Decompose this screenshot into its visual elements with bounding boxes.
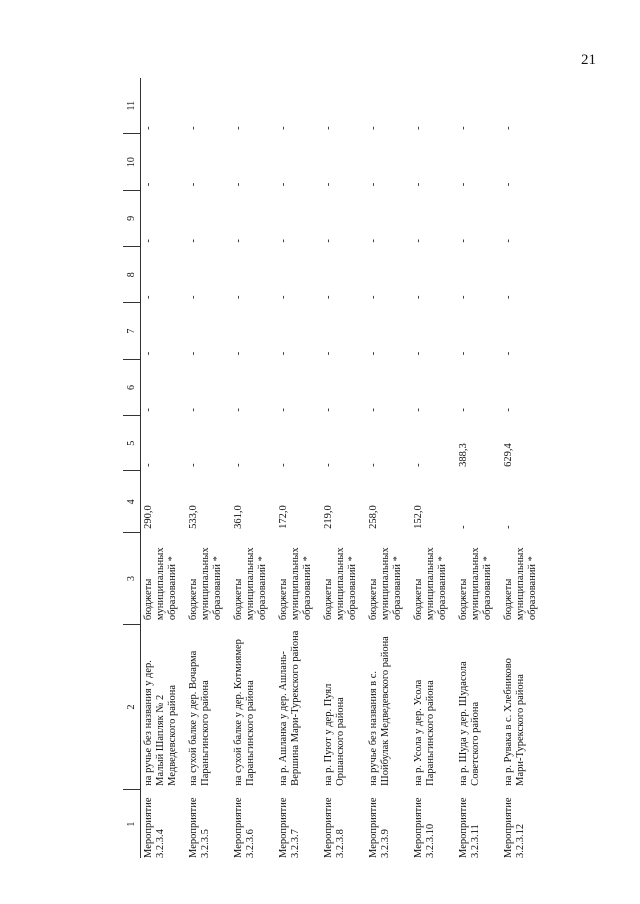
funding-source-cell: бюджеты муниципальных образований * [458,547,494,621]
event-cell: Мероприятие 3.2.3.9 [368,797,392,858]
value-cell-6: - [413,408,424,412]
funding-source-cell: бюджеты муниципальных образований * [188,547,224,621]
table-row [186,78,231,858]
value-cell-6: - [233,408,244,412]
value-cell-5: - [143,463,154,467]
value-cell-11: - [413,126,424,130]
value-cell-7: - [143,351,154,356]
col-header-7: 7 [123,303,141,359]
value-cell-5: - [188,463,199,467]
event-cell: Мероприятие 3.2.3.12 [503,797,527,858]
value-cell-10: - [458,182,469,187]
event-cell: Мероприятие 3.2.3.10 [413,797,437,858]
value-cell-11: - [143,126,154,130]
value-cell-8: - [143,295,154,299]
event-cell: Мероприятие 3.2.3.7 [278,797,302,858]
value-cell-8: - [368,295,379,299]
table-body [141,78,547,858]
col-header-10: 10 [123,134,141,190]
value-cell-5: - [413,463,424,467]
value-cell-10: - [413,182,424,187]
funding-source-cell: бюджеты муниципальных образований * [143,547,179,621]
value-cell-11: - [233,126,244,130]
col-header-2: 2 [123,624,141,790]
value-cell-11: - [368,126,379,130]
funding-source-cell: бюджеты муниципальных образований * [503,547,539,621]
funding-source-cell: бюджеты муниципальных образований * [413,547,449,621]
value-cell-5: 629,4 [503,443,514,467]
header-row [123,78,141,858]
event-cell: Мероприятие 3.2.3.6 [233,797,257,858]
value-cell-6: - [503,408,514,412]
table-row [141,78,187,858]
value-cell-10: - [143,182,154,187]
event-cell: Мероприятие 3.2.3.8 [323,797,347,858]
value-cell-4: - [503,525,514,529]
value-cell-6: - [188,408,199,412]
event-cell: Мероприятие 3.2.3.5 [188,797,212,858]
table-row [321,78,366,858]
value-cell-5: - [278,463,289,467]
funding-source-cell: бюджеты муниципальных образований * [233,547,269,621]
value-cell-6: - [323,408,334,412]
col-header-4: 4 [123,471,141,533]
value-cell-6: - [368,408,379,412]
value-cell-10: - [278,182,289,187]
object-cell: на ручье без названия у дер. Малый Шапляк № 2 Медведевского района [143,660,179,786]
value-cell-7: - [278,351,289,356]
value-cell-7: - [188,351,199,356]
value-cell-11: - [188,126,199,130]
value-cell-5: - [368,463,379,467]
rotated-table-sheet [123,78,561,858]
value-cell-4: 219,0 [323,505,334,529]
page-number: 21 [581,52,596,68]
value-cell-9: - [503,239,514,243]
object-cell: на р. Ашланка у дер. Ашлань-Вершина Мари-Турекского района [278,630,302,786]
object-cell: на ручье без названия в с. Шойбулак Медведевского района [368,636,392,786]
col-header-9: 9 [123,190,141,246]
table-row [456,78,501,858]
object-cell: на сухой балке у дер. Котмиямер Параньгинского района [233,639,257,786]
value-cell-6: - [143,408,154,412]
value-cell-7: - [458,351,469,356]
table-row [276,78,321,858]
value-cell-10: - [503,182,514,187]
value-cell-5: 388,3 [458,443,469,467]
value-cell-9: - [278,239,289,243]
col-header-3: 3 [123,533,141,624]
col-header-11: 11 [123,78,141,134]
value-cell-8: - [233,295,244,299]
value-cell-10: - [188,182,199,187]
value-cell-11: - [458,126,469,130]
value-cell-9: - [323,239,334,243]
object-cell: на р. Рувака в с. Хлебниково Мари-Турекского района [503,658,527,786]
value-cell-4: 533,0 [188,505,199,529]
value-cell-4: 290,0 [143,505,154,529]
value-cell-5: - [323,463,334,467]
value-cell-8: - [188,295,199,299]
value-cell-9: - [458,239,469,243]
value-cell-10: - [233,182,244,187]
object-cell: на р. Пуют у дер. Пуял Оршанского района [323,683,347,786]
object-cell: на р. Шуда у дер. Шудасола Советского района [458,661,482,786]
value-cell-11: - [323,126,334,130]
table-row [501,78,546,858]
object-cell: на сухой балке у дер. Вочарма Параньгинского района [188,650,212,786]
value-cell-7: - [413,351,424,356]
event-cell: Мероприятие 3.2.3.4 [143,797,167,858]
value-cell-7: - [233,351,244,356]
value-cell-7: - [503,351,514,356]
value-cell-10: - [368,182,379,187]
value-cell-8: - [458,295,469,299]
value-cell-8: - [503,295,514,299]
table-row [411,78,456,858]
col-header-5: 5 [123,416,141,471]
value-cell-4: - [458,525,469,529]
value-cell-7: - [323,351,334,356]
value-cell-9: - [368,239,379,243]
table-row [366,78,411,858]
value-cell-4: 172,0 [278,505,289,529]
value-cell-10: - [323,182,334,187]
value-cell-7: - [368,351,379,356]
value-cell-6: - [458,408,469,412]
col-header-1: 1 [123,790,141,858]
value-cell-8: - [278,295,289,299]
value-cell-8: - [323,295,334,299]
col-header-8: 8 [123,247,141,303]
table-row [231,78,276,858]
value-cell-5: - [233,463,244,467]
measures-table [123,78,546,858]
value-cell-9: - [413,239,424,243]
value-cell-9: - [143,239,154,243]
object-cell: на р. Усола у дер. Усола Параньгинского района [413,679,437,786]
col-header-6: 6 [123,359,141,415]
funding-source-cell: бюджеты муниципальных образований * [278,547,314,621]
value-cell-4: 361,0 [233,505,244,529]
value-cell-9: - [188,239,199,243]
funding-source-cell: бюджеты муниципальных образований * [323,547,359,621]
value-cell-11: - [503,126,514,130]
event-cell: Мероприятие 3.2.3.11 [458,797,482,858]
value-cell-4: 152,0 [413,505,424,529]
value-cell-6: - [278,408,289,412]
funding-source-cell: бюджеты муниципальных образований * [368,547,404,621]
value-cell-9: - [233,239,244,243]
value-cell-11: - [278,126,289,130]
value-cell-4: 258,0 [368,505,379,529]
value-cell-8: - [413,295,424,299]
